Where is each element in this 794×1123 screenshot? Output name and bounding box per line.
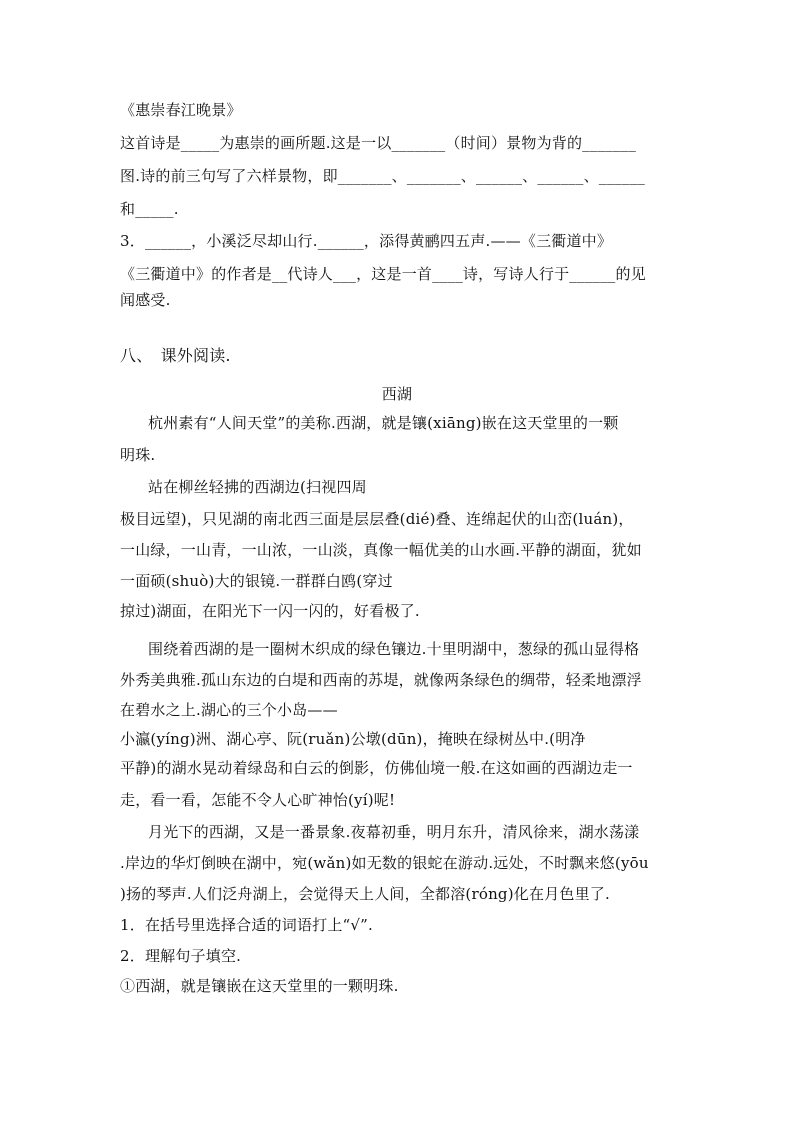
question-2-1: ①西湖，就是镶嵌在这天堂里的一颗明珠.: [120, 977, 399, 995]
passage-line: )扬的琴声.人们泛舟湖上，会觉得天上人间，全都溶(róng)化在月色里了.: [120, 885, 610, 903]
question-line: 闻感受.: [120, 291, 171, 309]
poem-title: 《惠崇春江晚景》: [120, 101, 242, 119]
passage-line: 极目远望)，只见湖的南北西三面是层层叠(dié)叠、连绵起伏的山峦(luán)，: [120, 510, 634, 528]
passage-line: 在碧水之上.湖心的三个小岛——: [120, 701, 338, 719]
passage-line: 外秀美典雅.孤山东边的白堤和西南的苏堤，就像两条绿色的绸带，轻柔地漂浮: [120, 671, 642, 689]
passage-line: 站在柳丝轻拂的西湖边(扫视四周: [148, 478, 367, 496]
passage-line: 明珠.: [120, 446, 156, 464]
passage-line: 走，看一看，怎能不令人心旷神怡(yí)呢!: [120, 791, 396, 809]
question-line: 图.诗的前三句写了六样景物，即_______、_______、______、______、______: [120, 167, 645, 185]
question-2: 2．理解句子填空.: [120, 947, 242, 965]
passage-line: 月光下的西湖，又是一番景象.夜幕初垂，明月东升，清风徐来，湖水荡漾: [148, 823, 640, 841]
passage-line: 杭州素有“人间天堂”的美称.西湖，就是镶(xiāng)嵌在这天堂里的一颗: [148, 414, 619, 432]
passage-line: 平静)的湖水晃动着绿岛和白云的倒影，仿佛仙境一般.在这如画的西湖边走一: [120, 759, 633, 777]
question-line: 这首诗是_____为惠崇的画所题.这是一以_______（时间）景物为背的_______: [120, 134, 637, 152]
question-1: 1．在括号里选择合适的词语打上“√”.: [120, 916, 374, 934]
passage-line: 一面硕(shuò)大的银镜.一群群白鸥(穿过: [120, 572, 393, 590]
question-3-line: 3．______，小溪泛尽却山行.______，添得黄鹂四五声.——《三衢道中》: [120, 232, 613, 250]
question-line: 和_____.: [120, 200, 179, 218]
passage-line: .岸边的华灯倒映在湖中，宛(wǎn)如无数的银蛇在游动.远处，不时飘来悠(yōu: [120, 854, 649, 872]
passage-line: 小瀛(yíng)洲、湖心亭、阮(ruǎn)公墩(dūn)，掩映在绿树丛中.(明净: [120, 730, 586, 748]
passage-line: 一山绿，一山青，一山浓，一山淡，真像一幅优美的山水画.平静的湖面，犹如: [120, 541, 642, 559]
passage-line: 围绕着西湖的是一圈树木织成的绿色镶边.十里明湖中，葱绿的孤山显得格: [148, 640, 640, 658]
section-heading: 八、 课外阅读.: [120, 346, 231, 365]
passage-title: 西湖: [381, 385, 413, 403]
passage-line: 掠过)湖面，在阳光下一闪一闪的，好看极了.: [120, 602, 420, 620]
question-line: 《三衢道中》的作者是__代诗人___，这是一首____诗，写诗人行于______的见: [120, 265, 646, 283]
